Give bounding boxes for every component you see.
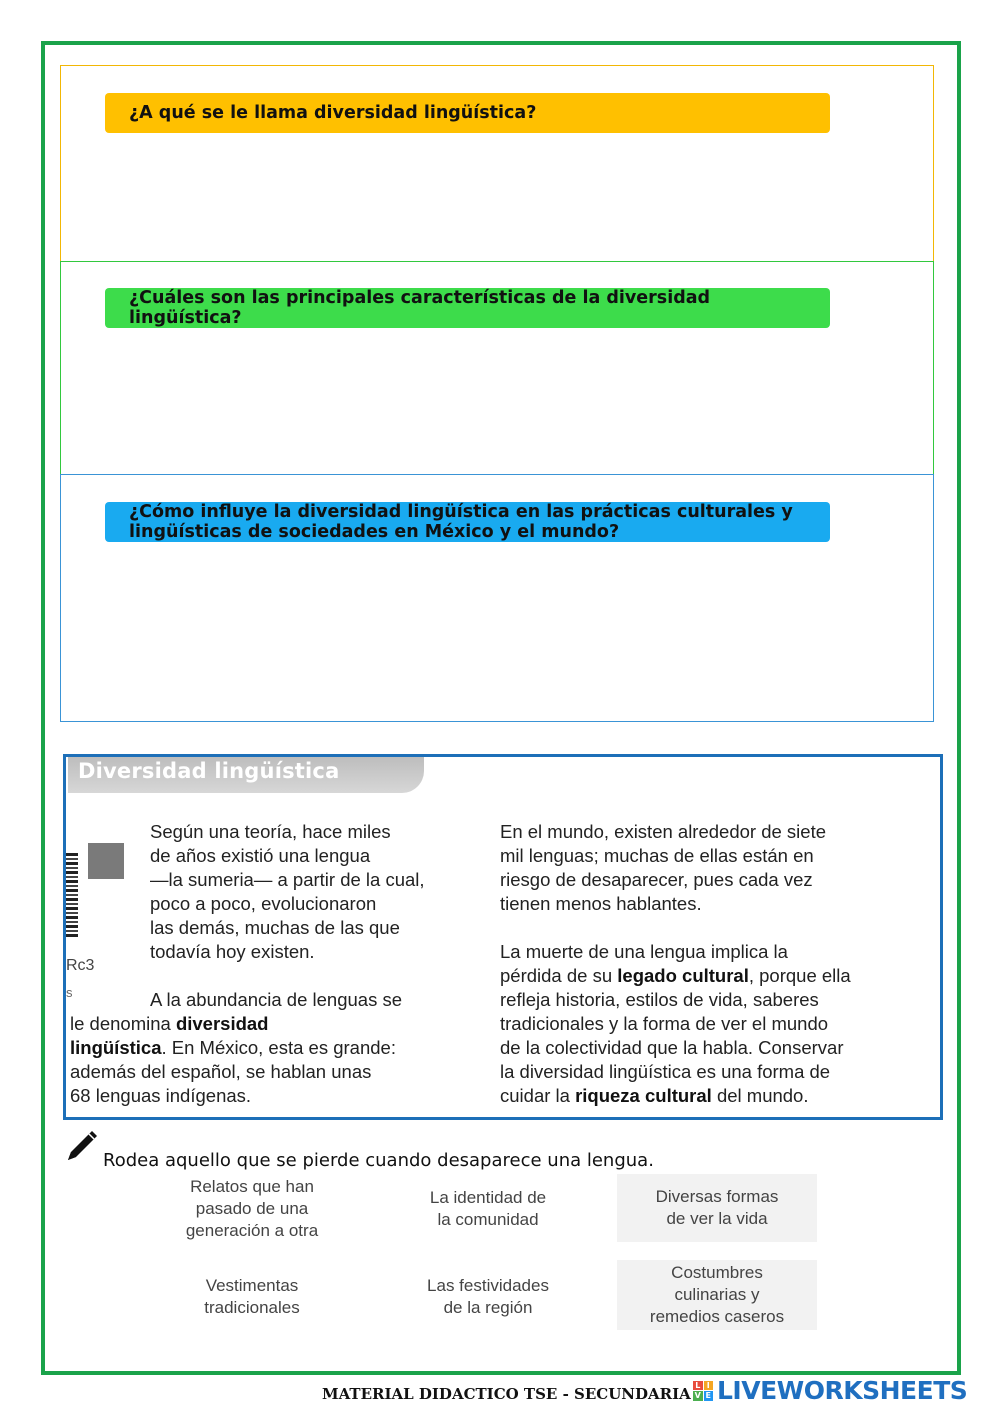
- left-p2-rest: . En México, esta es grande: además del español, se hablan unas 68 lenguas indígenas.: [70, 1037, 396, 1106]
- logo-letter-e: E: [704, 1391, 714, 1401]
- logo-letter-i: I: [704, 1381, 714, 1391]
- option-identidad[interactable]: La identidad de la comunidad: [429, 1188, 547, 1229]
- qr-code-icon: [66, 853, 78, 937]
- question-3-text: ¿Cómo influye la diversidad lingüística en las prácticas culturales y lingüísticas de sociedades en México y el mundo?: [129, 502, 793, 542]
- resource-square-icon: [88, 843, 124, 879]
- option-vestimentas[interactable]: Vestimentas tradicionales: [204, 1276, 300, 1317]
- right-p2-bold-1: legado cultural: [617, 965, 749, 986]
- resource-code: Rc3: [66, 957, 95, 974]
- answer-3-input[interactable]: [105, 552, 834, 716]
- footer-text: MATERIAL DIDACTICO TSE - SECUNDARIA: [322, 1385, 691, 1403]
- pencil-icon: [62, 1126, 102, 1166]
- right-paragraph-2: [500, 940, 851, 1108]
- right-paragraph-1: En el mundo, existen alrededor de siete mil lenguas; muchas de ellas están en riesgo de desaparecer, pues cada vez tienen menos hablantes.: [500, 821, 827, 914]
- right-p2-intro: La muerte de una lengua implica la pérdida de su: [500, 941, 788, 986]
- question-2-text: ¿Cuáles son las principales características de la diversidad lingüística?: [129, 288, 711, 328]
- left-paragraph-2: [70, 988, 402, 1108]
- question-1-text: ¿A qué se le llama diversidad lingüística?: [129, 103, 537, 123]
- left-p2-intro: A la abundancia de lenguas se le denomina: [70, 989, 403, 1034]
- activity-instruction: Rodea aquello que se pierde cuando desaparece una lengua.: [103, 1150, 654, 1171]
- reading-title-tab: [68, 757, 424, 793]
- logo-text: LIVEWORKSHEETS: [717, 1376, 968, 1405]
- question-1-banner: [105, 93, 830, 133]
- reading-passage: [63, 754, 943, 1120]
- liveworksheets-logo[interactable]: [693, 1376, 967, 1405]
- right-p2-end: del mundo.: [711, 1085, 809, 1106]
- option-costumbres[interactable]: Costumbres culinarias y remedios caseros: [617, 1260, 817, 1330]
- question-3-banner: [105, 502, 830, 542]
- left-p2-bold-1: diversidad: [175, 1013, 269, 1034]
- option-festividades[interactable]: Las festividades de la región: [427, 1276, 549, 1317]
- reading-title: Diversidad lingüística: [78, 759, 340, 783]
- right-p2-middle: , porque ella refleja historia, estilos de vida, saberes tradicionales y la forma de ver el mundo de la colectividad que la habla. Conservar la diversidad lingüística es una forma de cuidar la: [500, 965, 851, 1106]
- left-p2-bold-2: lingüística: [70, 1037, 162, 1058]
- logo-letter-v: V: [694, 1391, 701, 1401]
- option-relatos[interactable]: Relatos que han pasado de una generación a otra: [185, 1177, 319, 1240]
- resource-code-suffix: s: [66, 985, 73, 1000]
- logo-grid-icon: [693, 1381, 713, 1401]
- answer-2-input[interactable]: [105, 336, 834, 468]
- right-p2-bold-2: riqueza cultural: [575, 1085, 712, 1106]
- question-2-banner: [105, 288, 830, 328]
- logo-letter-l: L: [693, 1381, 703, 1391]
- answer-1-input[interactable]: [105, 140, 834, 256]
- left-paragraph-1: Según una teoría, hace miles de años existió una lengua —la sumeria— a partir de la cual, poco a poco, evolucionaron las demás, muchas de las que todavía hoy existen.: [150, 821, 425, 962]
- option-formas-de-ver[interactable]: Diversas formas de ver la vida: [617, 1174, 817, 1242]
